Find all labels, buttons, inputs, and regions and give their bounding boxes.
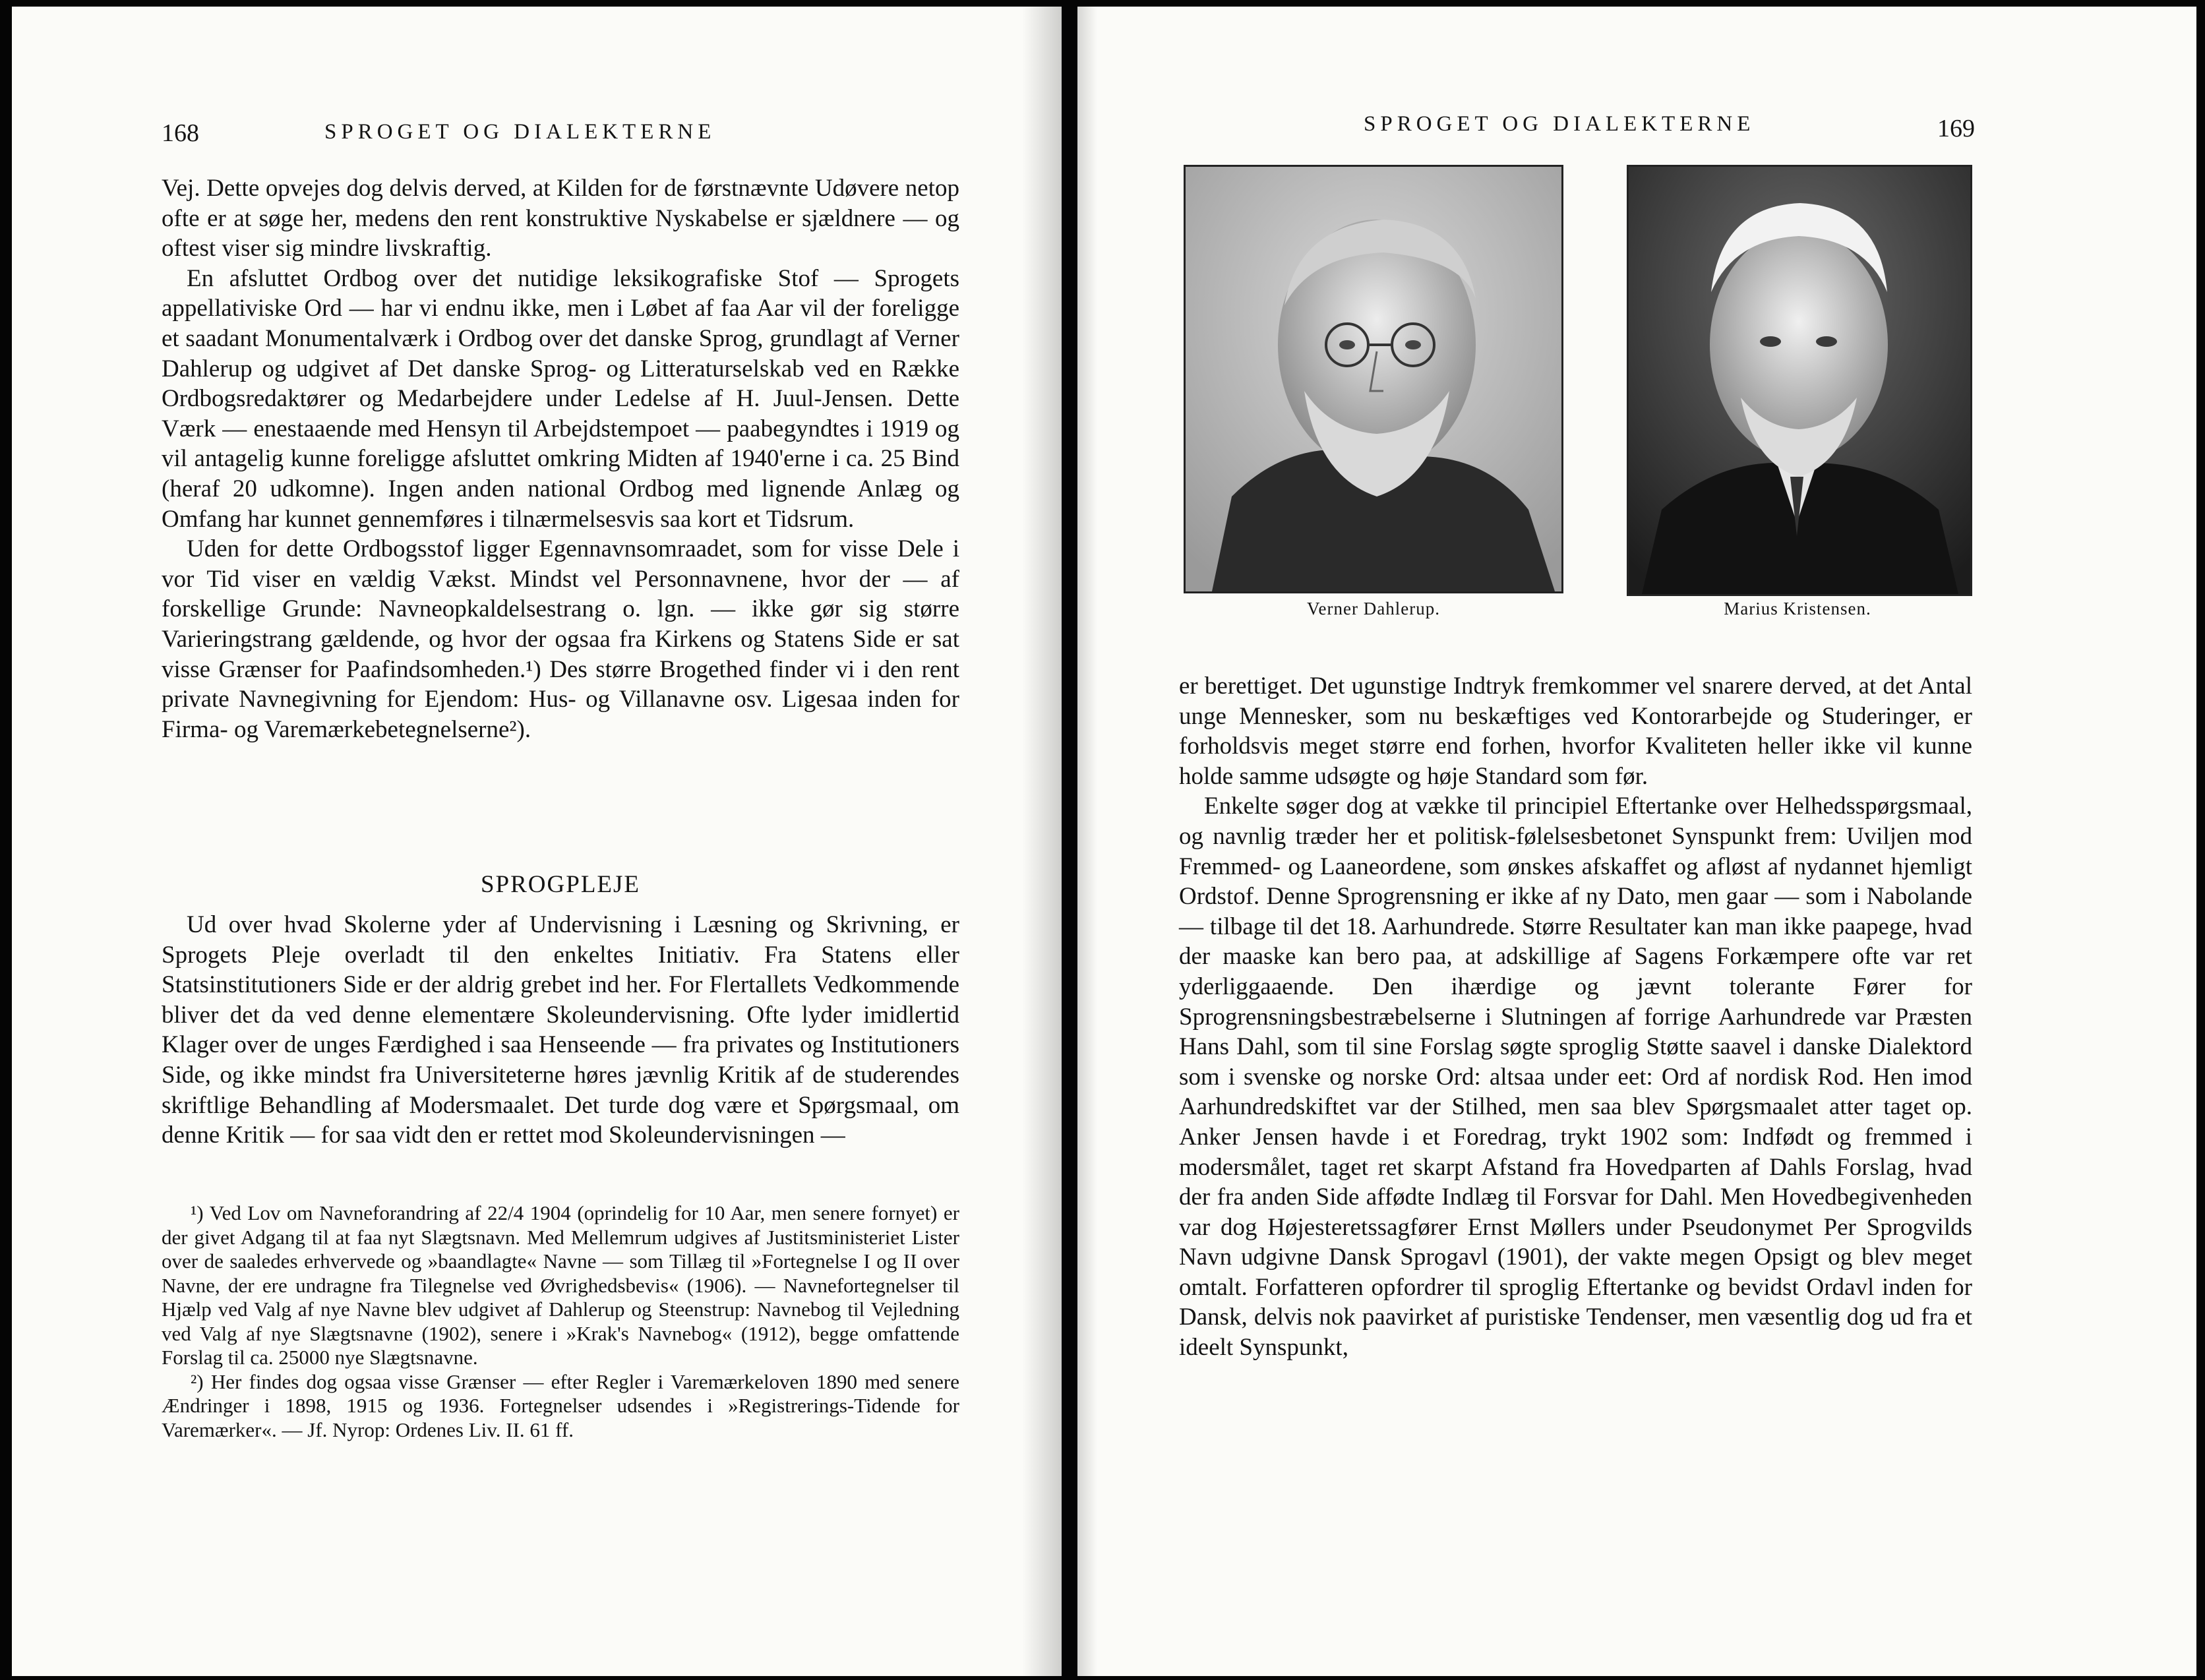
portrait-photo-marius-kristensen: [1627, 165, 1972, 596]
footnote: ¹) Ved Lov om Navneforandring af 22/4 1904 (oprindelig for 10 Aar, men senere fornyet) er der givet Adgang til at faa nyt Slægtsnavn. Med Mellemrum udgives af Justitsministeriet Lister over de saaledes erhvervede og »baandlagte« Navne — som Tillæg til »Fortegnelse I og II over Navne, der ere undragne fra Tilegnelse ved Øvrighedsbevis« (1906). — Navnefortegnelser til Hjælp ved Valg af nye Navne blev udgivet af Dahlerup og Steenstrup: Navnebog til Vejledning ved Valg af nye Slægtsnavne (1902), senere i »Krak's Navnebog« (1912), begge omfattende Forslag til ca. 25000 nye Slægtsnavne.: [162, 1201, 959, 1369]
body-text: [1179, 671, 1972, 1363]
body-text: [162, 173, 959, 744]
section-heading: SPROGPLEJE: [480, 871, 641, 898]
portrait-photo-verner-dahlerup: [1184, 165, 1563, 593]
footnote: ²) Her findes dog ogsaa visse Grænser — efter Regler i Varemærkeloven 1890 med senere Ændringer i 1898, 1915 og 1936. Fortegnelser udsendes i »Registrerings-Tidende for Varemærker«. — Jf. Nyrop: Ordenes Liv. II. 61 ff.: [162, 1369, 959, 1441]
paragraph: En afsluttet Ordbog over det nutidige leksikografiske Stof — Sprogets appellativiske Ord — har vi endnu ikke, men i Løbet af faa Aar vil der foreligge et saadant Monumentalværk i Ordbog over det danske Sprog, grundlagt af Verner Dahlerup og udgivet af Det danske Sprog- og Litteraturselskab ved en Række Ordbogsredaktører og Medarbejdere under Ledelse af H. Juul-Jensen. Dette Værk — enestaaende med Hensyn til Arbejdstempoet — paabegyndtes i 1919 og vil antagelig kunne foreligge afsluttet omkring Midten af 1940'erne i ca. 25 Bind (heraf 20 udkomne). Ingen anden national Ordbog med lignende Anlæg og Omfang har kunnet gennemføres i tilnærmelsesvis saa kort et Tidsrum.: [162, 264, 959, 533]
paragraph: Ud over hvad Skolerne yder af Undervisning i Læsning og Skrivning, er Sprogets Pleje overladt til den enkeltes Initiativ. Fra Statens eller Statsinstitutioners Side er der aldrig grebet ind her. For Flertallets Vedkommende bliver det da ved denne elementære Skoleundervisning. Ofte lyder imidlertid Klager over de unges Færdighed i saa Henseende — fra privates og Institutioners Side, og ikke mindst fra Universiteterne høres jævnlig Kritik af de studerendes skriftlige Behandling af Modersmaalet. Det turde dog være et Spørgsmaal, om denne Kritik — for saa vidt den er rettet mod Skoleundervisningen —: [162, 911, 959, 1149]
paragraph: Vej. Dette opvejes dog delvis derved, at Kilden for de førstnævnte Udøvere netop ofte er at søge her, medens den rent konstruktive Nyskabelse er sjældnere — og oftest viser sig mindre livskraftig.: [162, 175, 959, 262]
footnotes: [162, 1201, 959, 1442]
gutter-shadow: [1077, 7, 1097, 1676]
left-page: [12, 7, 1062, 1676]
paragraph: Enkelte søger dog at vække til principiel Eftertanke over Helhedsspørgsmaal, og navnlig træder her et politisk-følelsesbetonet Synspunkt frem: Uviljen mod Fremmed- og Laaneordene, som ønskes afskaffet og afløst af nydannet hjemligt Ordstof. Denne Sprogrensning er ikke af ny Dato, men gaar — som i Nabolande — tilbage til det 18. Aarhundrede. Større Resultater kan man ikke paapege, hvad der maaske kan bero paa, at adskillige af Sagens Forkæmpere ofte var ret yderliggaaende. Den ihærdige og jævnt tolerante Fører for Sprogrensningsbestræbelserne i Slutningen af forrige Aarhundrede var Præsten Hans Dahl, som til sine Forslag søgte sproglig Støtte saavel i danske Dialektord som i svenske og norske Ord: altsaa under eet: Ord af nordisk Rod. Hen imod Aarhundredskiftet var der Stilhed, men saa blev Spørgsmaalet atter taget op. Anker Jensen havde i et Foredrag, trykt 1902 som: Indfødt og fremmed i modersmålet, taget ret skarpt Afstand fra Hovedparten af Dahls Forslag, hvad der fra anden Side affødte Indlæg til Forsvar for Dahl. Men Hovedbegivenheden var dog Højesteretssagfører Ernst Møllers under Pseudonymet Per Sprogvilds Navn udgivne Dansk Sprogavl (1901), der vakte megen Opsigt og blev meget omtalt. Forfatteren opfordrer til sproglig Eftertanke og bevidst Ordavl inden for Dansk, delvis nok paavirket af puristiske Tendenser, men væsentlig dog ud fra et ideelt Synspunkt,: [1179, 793, 1972, 1362]
photo-caption: Marius Kristensen.: [1724, 599, 1871, 618]
running-title: SPROGET OG DIALEKTERNE: [324, 120, 716, 144]
photo-caption: Verner Dahlerup.: [1307, 599, 1440, 618]
running-title: SPROGET OG DIALEKTERNE: [1364, 112, 1755, 136]
portrait-image: [1186, 167, 1561, 591]
page-number: 169: [1937, 115, 1975, 142]
right-page: [1077, 7, 2196, 1676]
portrait-image: [1629, 167, 1970, 594]
paragraph: Uden for dette Ordbogsstof ligger Egennavnsomraadet, som for visse Dele i vor Tid viser en vældig Vækst. Mindst vel Personnavnene, hvor der — af forskellige Grunde: Navneopkaldelsestrang o. lgn. — ikke gør sig større Varieringstrang gældende, og hvor der ogsaa fra Kirkens og Statens Side er sat visse Grænser for Paafindsomheden.¹) Des større Brogethed finder vi i den rent private Navnegivning for Ejendom: Hus- og Villanavne osv. Ligesaa inden for Firma- og Varemærkebetegnelserne²).: [162, 535, 959, 743]
paragraph: er berettiget. Det ugunstige Indtryk fremkommer vel snarere derved, at det Antal unge Mennesker, som nu beskæftiges ved Kontorarbejde og Studeringer, er forholdsvis meget større end forhen, hvorfor Kvaliteten heller ikke vil kunne holde samme udsøgte og høje Standard som før.: [1179, 673, 1972, 790]
gutter-shadow: [1022, 7, 1062, 1676]
section-body-text: [162, 910, 959, 1151]
page-number: 168: [162, 119, 199, 147]
